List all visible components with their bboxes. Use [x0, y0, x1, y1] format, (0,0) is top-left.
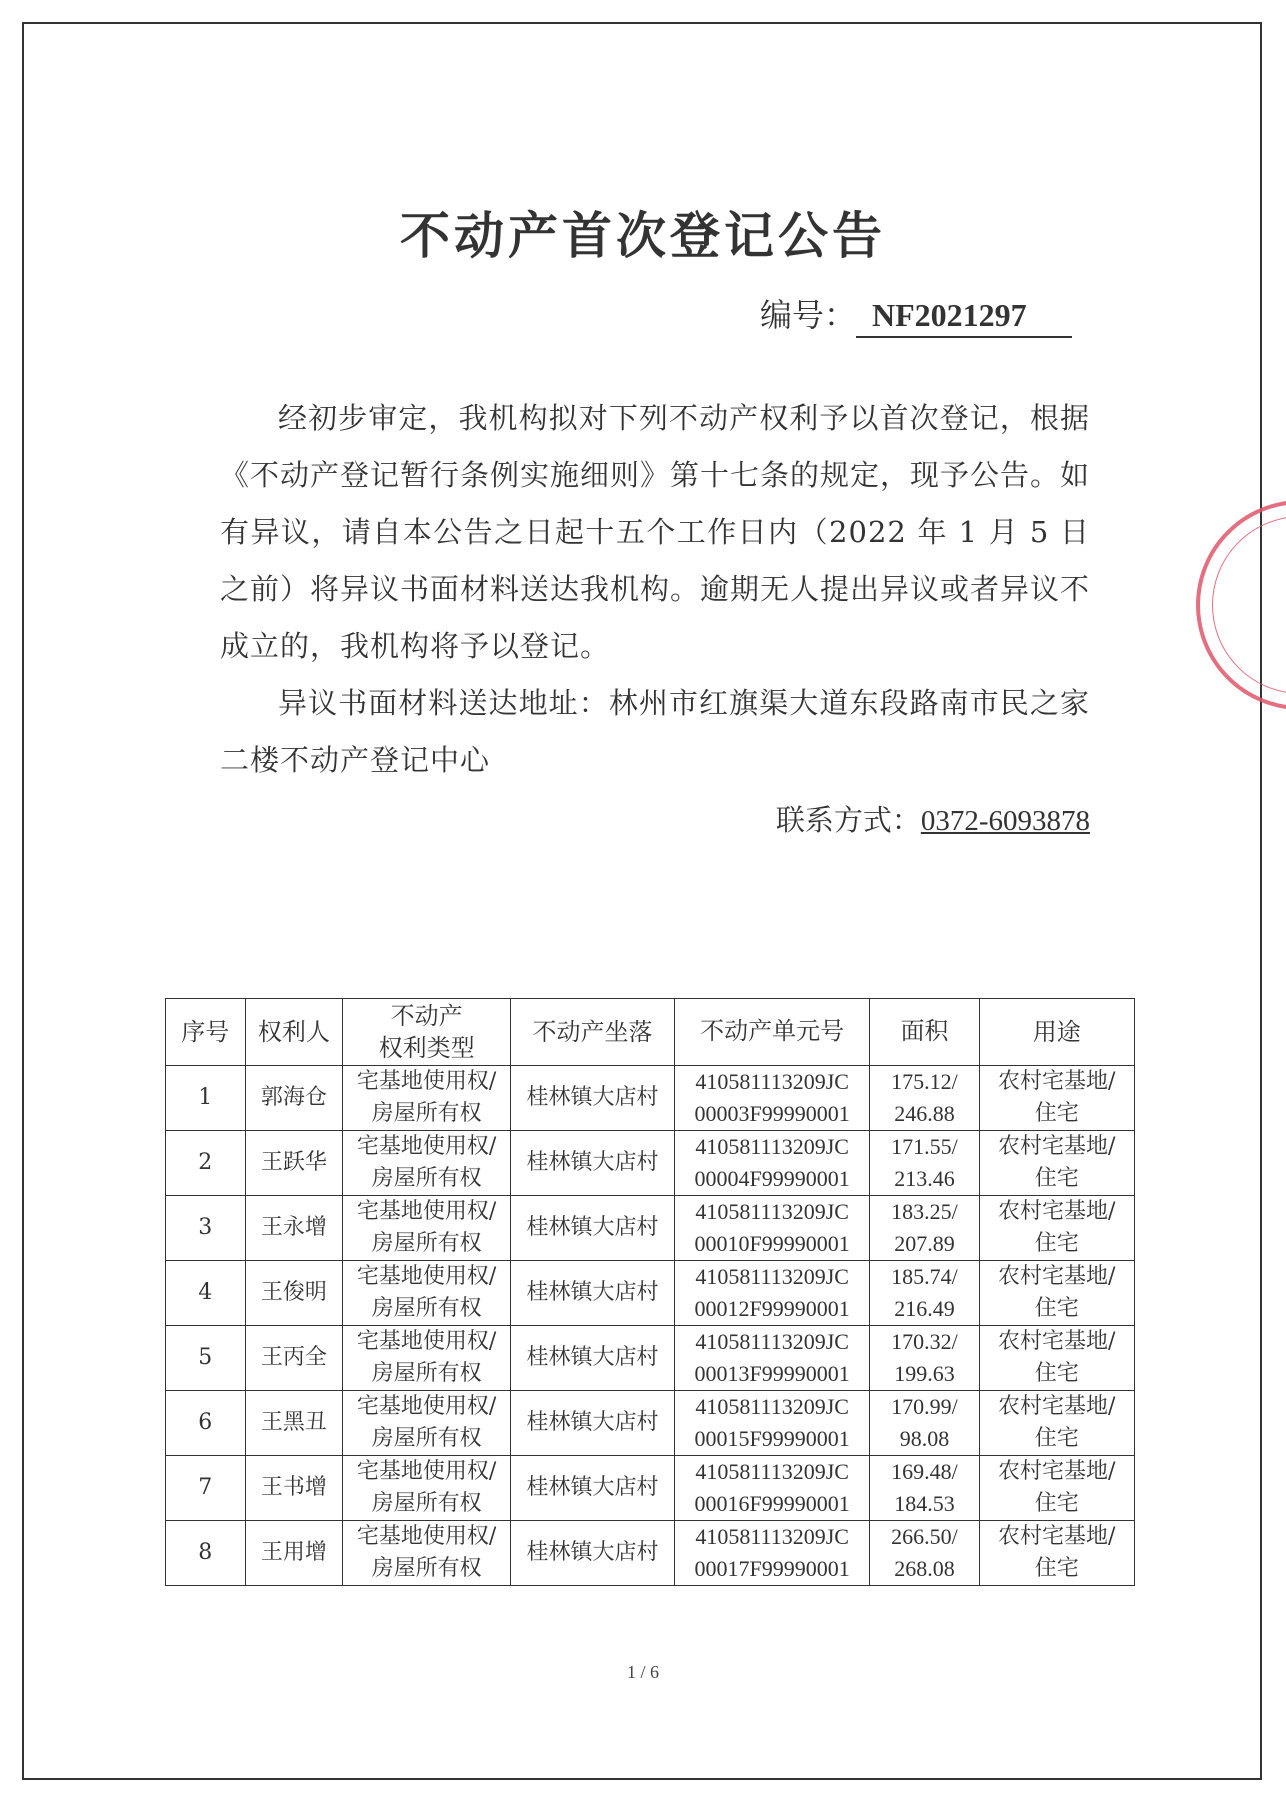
table-cell-use	[979, 1261, 1135, 1326]
cell-text-type1: 宅基地使用权/	[356, 1459, 497, 1484]
cell-text-location: 桂林镇大店村	[526, 1540, 659, 1565]
cell-text-location: 桂林镇大店村	[526, 1345, 659, 1370]
cell-text-id: 7	[198, 1475, 213, 1500]
table-cell-loc	[511, 1261, 675, 1326]
table-cell-type	[343, 1391, 511, 1456]
cell-text-location: 桂林镇大店村	[526, 1410, 659, 1435]
cell-text-unit2: 00003F99990001	[694, 1101, 850, 1126]
table-cell-id	[166, 1066, 246, 1131]
table-cell-unit	[674, 1131, 869, 1196]
table-cell-id	[166, 1521, 246, 1586]
table-cell-id	[166, 1456, 246, 1521]
contact-label: 联系方式：	[775, 803, 921, 837]
cell-text-type2: 房屋所有权	[371, 1166, 482, 1191]
table-cell-owner	[245, 1131, 343, 1196]
cell-text-type2: 房屋所有权	[371, 1426, 482, 1451]
cell-text-type2: 房屋所有权	[371, 1101, 482, 1126]
table-cell-use	[979, 1326, 1135, 1391]
cell-text-unit2: 00017F99990001	[694, 1556, 850, 1581]
table-cell-use	[979, 1521, 1135, 1586]
official-seal-inner-ring	[1212, 516, 1286, 694]
cell-text-id: 1	[198, 1085, 213, 1110]
header-area: 面积	[870, 999, 979, 1066]
table-cell-use	[979, 1196, 1135, 1261]
cell-text-location: 桂林镇大店村	[526, 1475, 659, 1500]
table-cell-unit	[674, 1326, 869, 1391]
cell-text-use2: 住宅	[1034, 1166, 1079, 1191]
cell-text-type2: 房屋所有权	[371, 1556, 482, 1581]
cell-text-owner: 郭海仓	[260, 1085, 327, 1110]
table-cell-loc	[511, 1456, 675, 1521]
cell-text-area2: 246.88	[894, 1101, 955, 1126]
cell-text-area1: 185.74/	[891, 1264, 958, 1289]
cell-text-area1: 170.99/	[891, 1394, 958, 1419]
cell-text-unit1: 410581113209JC	[695, 1264, 849, 1289]
table-row	[166, 1066, 1135, 1131]
cell-text-location: 桂林镇大店村	[526, 1150, 659, 1175]
cell-text-owner: 王黑丑	[260, 1410, 327, 1435]
cell-text-area2: 268.08	[894, 1556, 955, 1581]
header-id: 序号	[166, 999, 246, 1066]
cell-text-use1: 农村宅基地/	[998, 1069, 1116, 1094]
table-cell-loc	[511, 1391, 675, 1456]
table-row	[166, 1326, 1135, 1391]
cell-text-area1: 266.50/	[891, 1524, 958, 1549]
document-title: 不动产首次登记公告	[400, 206, 886, 265]
table-cell-unit	[674, 1066, 869, 1131]
cell-text-type2: 房屋所有权	[371, 1361, 482, 1386]
table-cell-unit	[674, 1521, 869, 1586]
cell-text-unit2: 00004F99990001	[694, 1166, 850, 1191]
cell-text-owner: 王俊明	[260, 1280, 327, 1305]
document-number-value: NF2021297	[856, 297, 1072, 338]
announcement-paragraph-2: 异议书面材料送达地址：林州市红旗渠大道东段路南市民之家二楼不动产登记中心	[220, 686, 1090, 777]
cell-text-use1: 农村宅基地/	[998, 1459, 1116, 1484]
cell-text-location: 桂林镇大店村	[526, 1085, 659, 1110]
table-cell-type	[343, 1261, 511, 1326]
table-cell-area	[870, 1391, 979, 1456]
table-cell-use	[979, 1391, 1135, 1456]
table-cell-id	[166, 1261, 246, 1326]
cell-text-type1: 宅基地使用权/	[356, 1394, 497, 1419]
table-cell-owner	[245, 1326, 343, 1391]
cell-text-type2: 房屋所有权	[371, 1296, 482, 1321]
table-cell-area	[870, 1326, 979, 1391]
cell-text-use2: 住宅	[1034, 1296, 1079, 1321]
table-row	[166, 1391, 1135, 1456]
table-cell-owner	[245, 1456, 343, 1521]
cell-text-unit1: 410581113209JC	[695, 1134, 849, 1159]
cell-text-id: 5	[198, 1345, 213, 1370]
cell-text-area1: 183.25/	[891, 1199, 958, 1224]
table-cell-use	[979, 1066, 1135, 1131]
cell-text-use2: 住宅	[1034, 1556, 1079, 1581]
table-cell-type	[343, 1196, 511, 1261]
table-header-row	[166, 999, 1135, 1066]
page-number: 1 / 6	[626, 1662, 659, 1682]
table-cell-area	[870, 1131, 979, 1196]
cell-text-id: 6	[198, 1410, 213, 1435]
contact-info	[776, 798, 1090, 839]
table-cell-owner	[245, 1066, 343, 1131]
cell-text-unit2: 00015F99990001	[694, 1426, 850, 1451]
cell-text-use1: 农村宅基地/	[998, 1329, 1116, 1354]
cell-text-area1: 175.12/	[891, 1069, 958, 1094]
table-row	[166, 1456, 1135, 1521]
table-cell-owner	[245, 1391, 343, 1456]
cell-text-owner: 王用增	[260, 1540, 327, 1565]
table-cell-use	[979, 1131, 1135, 1196]
header-right-type	[343, 999, 511, 1066]
cell-text-use1: 农村宅基地/	[998, 1134, 1116, 1159]
cell-text-id: 2	[198, 1150, 213, 1175]
property-records-table	[165, 998, 1135, 1586]
cell-text-location: 桂林镇大店村	[526, 1280, 659, 1305]
table-row	[166, 1261, 1135, 1326]
table-cell-unit	[674, 1261, 869, 1326]
cell-text-id: 8	[198, 1540, 213, 1565]
table-row	[166, 1521, 1135, 1586]
cell-text-area2: 207.89	[894, 1231, 955, 1256]
cell-text-type1: 宅基地使用权/	[356, 1329, 497, 1354]
table-cell-unit	[674, 1196, 869, 1261]
cell-text-unit1: 410581113209JC	[695, 1459, 849, 1484]
cell-text-use2: 住宅	[1034, 1361, 1079, 1386]
table-cell-id	[166, 1131, 246, 1196]
header-owner: 权利人	[245, 999, 343, 1066]
cell-text-id: 4	[198, 1280, 213, 1305]
table-row	[166, 1131, 1135, 1196]
table-cell-loc	[511, 1066, 675, 1131]
cell-text-type2: 房屋所有权	[371, 1491, 482, 1516]
table-cell-type	[343, 1131, 511, 1196]
cell-text-area1: 170.32/	[891, 1329, 958, 1354]
cell-text-use2: 住宅	[1034, 1101, 1079, 1126]
document-number	[760, 290, 1072, 338]
cell-text-area2: 216.49	[894, 1296, 955, 1321]
table-cell-loc	[511, 1521, 675, 1586]
cell-text-type1: 宅基地使用权/	[356, 1069, 497, 1094]
cell-text-owner: 王永增	[260, 1215, 327, 1240]
cell-text-type1: 宅基地使用权/	[356, 1199, 497, 1224]
table-cell-unit	[674, 1391, 869, 1456]
announcement-body	[220, 390, 1090, 789]
table-cell-type	[343, 1456, 511, 1521]
header-use: 用途	[979, 999, 1135, 1066]
table-cell-use	[979, 1456, 1135, 1521]
cell-text-owner: 王书增	[260, 1475, 327, 1500]
cell-text-unit1: 410581113209JC	[695, 1069, 849, 1094]
cell-text-area2: 199.63	[894, 1361, 955, 1386]
document-number-label: 编号：	[760, 296, 857, 334]
header-unit-number: 不动产单元号	[674, 999, 869, 1066]
cell-text-owner: 王跃华	[260, 1150, 327, 1175]
table-cell-owner	[245, 1521, 343, 1586]
table-cell-owner	[245, 1196, 343, 1261]
cell-text-owner: 王丙全	[260, 1345, 327, 1370]
table-cell-id	[166, 1391, 246, 1456]
table-cell-unit	[674, 1456, 869, 1521]
table-cell-loc	[511, 1326, 675, 1391]
table-cell-area	[870, 1261, 979, 1326]
table-cell-type	[343, 1521, 511, 1586]
announcement-paragraph-1: 经初步审定，我机构拟对下列不动产权利予以首次登记，根据《不动产登记暂行条例实施细则》第十七条的规定，现予公告。如有异议，请自本公告之日起十五个工作日内（2022 年 1 月 5 日之前）将异议书面材料送达我机构。逾期无人提出异议或者异议不成立的，我机构将予以登记。	[220, 401, 1091, 663]
table-cell-type	[343, 1326, 511, 1391]
cell-text-unit2: 00016F99990001	[694, 1491, 850, 1516]
cell-text-unit1: 410581113209JC	[695, 1394, 849, 1419]
cell-text-use1: 农村宅基地/	[998, 1264, 1116, 1289]
cell-text-location: 桂林镇大店村	[526, 1215, 659, 1240]
table-cell-owner	[245, 1261, 343, 1326]
header-location: 不动产坐落	[511, 999, 675, 1066]
cell-text-unit2: 00010F99990001	[694, 1231, 850, 1256]
contact-phone: 0372-6093878	[920, 805, 1090, 837]
cell-text-type1: 宅基地使用权/	[356, 1264, 497, 1289]
table-cell-type	[343, 1066, 511, 1131]
cell-text-type1: 宅基地使用权/	[356, 1524, 497, 1549]
table-cell-loc	[511, 1131, 675, 1196]
table-cell-loc	[511, 1196, 675, 1261]
cell-text-use1: 农村宅基地/	[998, 1394, 1116, 1419]
header-right-type-line1: 不动产	[390, 1002, 463, 1030]
table-cell-area	[870, 1196, 979, 1261]
cell-text-unit1: 410581113209JC	[695, 1329, 849, 1354]
cell-text-use2: 住宅	[1034, 1231, 1079, 1256]
table-cell-id	[166, 1196, 246, 1261]
cell-text-area2: 98.08	[899, 1426, 950, 1451]
cell-text-area2: 213.46	[894, 1166, 955, 1191]
table-row	[166, 1196, 1135, 1261]
cell-text-use2: 住宅	[1034, 1426, 1079, 1451]
table-cell-id	[166, 1326, 246, 1391]
cell-text-unit1: 410581113209JC	[695, 1524, 849, 1549]
table-cell-area	[870, 1066, 979, 1131]
cell-text-id: 3	[198, 1215, 213, 1240]
header-right-type-line2: 权利类型	[378, 1034, 475, 1062]
table-cell-area	[870, 1456, 979, 1521]
cell-text-type2: 房屋所有权	[371, 1231, 482, 1256]
cell-text-type1: 宅基地使用权/	[356, 1134, 497, 1159]
cell-text-use1: 农村宅基地/	[998, 1199, 1116, 1224]
cell-text-area2: 184.53	[894, 1491, 955, 1516]
cell-text-area1: 171.55/	[891, 1134, 958, 1159]
cell-text-use2: 住宅	[1034, 1491, 1079, 1516]
cell-text-use1: 农村宅基地/	[998, 1524, 1116, 1549]
cell-text-unit2: 00013F99990001	[694, 1361, 850, 1386]
cell-text-unit1: 410581113209JC	[695, 1199, 849, 1224]
cell-text-unit2: 00012F99990001	[694, 1296, 850, 1321]
cell-text-area1: 169.48/	[891, 1459, 958, 1484]
table-cell-area	[870, 1521, 979, 1586]
